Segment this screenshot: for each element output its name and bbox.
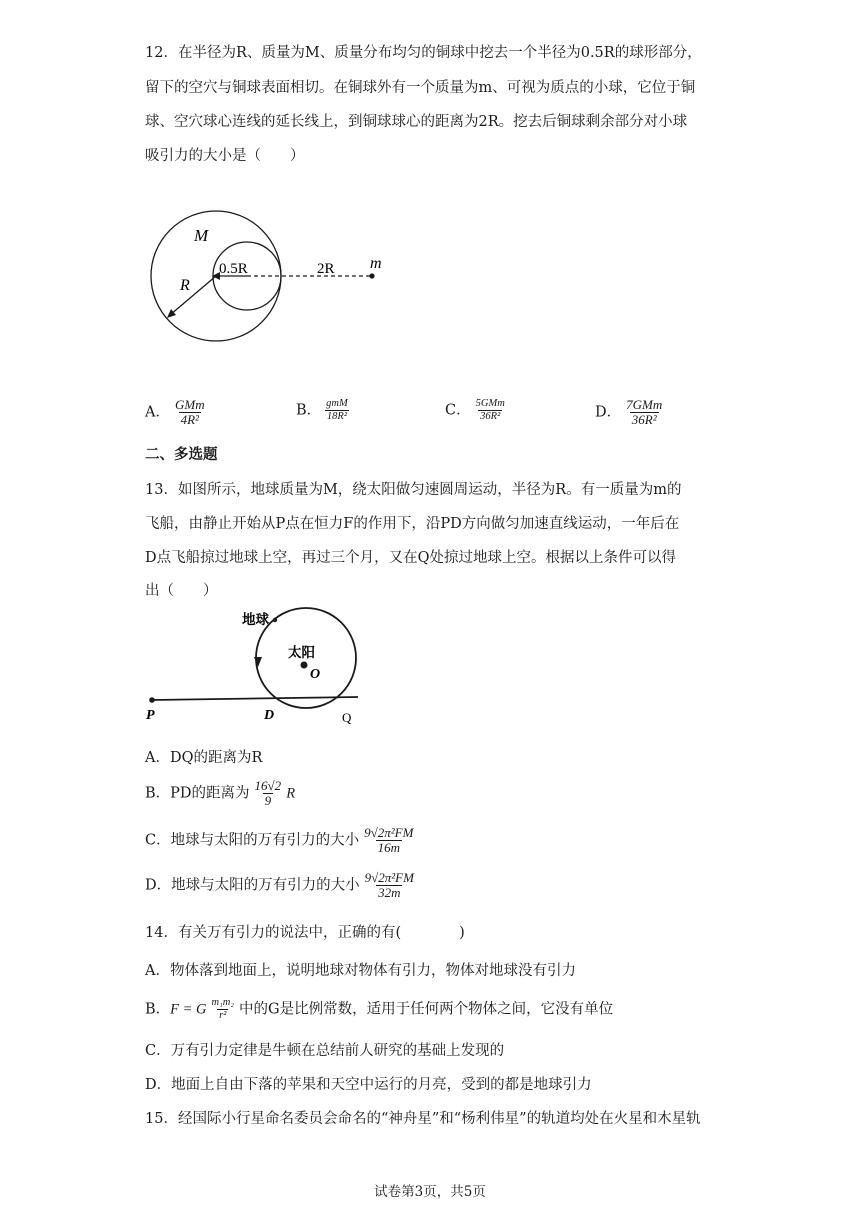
- q14-option-d[interactable]: D．地面上自由下落的苹果和天空中运行的月亮，受到的都是地球引力: [145, 1077, 592, 1093]
- sun-dot: [301, 662, 308, 669]
- q14-stem: 14．有关万有引力的说法中，正确的有( ): [145, 925, 465, 941]
- page-footer: 试卷第3页，共5页: [374, 1184, 486, 1200]
- trajectory-line: [152, 697, 358, 700]
- option-numerator: 7GMm: [626, 397, 663, 412]
- option-prefix: C．地球与太阳的万有引力的大小: [145, 832, 360, 849]
- q12-option-b[interactable]: [296, 398, 353, 423]
- section-title: 二、多选题: [145, 446, 218, 463]
- q13-option-d[interactable]: [145, 871, 419, 900]
- q14-option-c[interactable]: C．万有引力定律是牛顿在总结前人研究的基础上发现的: [145, 1043, 505, 1059]
- option-denominator: 32m: [378, 885, 401, 900]
- option-letter: C．: [445, 402, 471, 419]
- option-prefix: B．: [145, 1001, 171, 1018]
- option-numerator: gmM: [326, 398, 348, 409]
- option-denominator: r²: [219, 1010, 227, 1021]
- option-prefix: D．地球与太阳的万有引力的大小: [145, 877, 360, 894]
- point-mass-dot: [369, 273, 374, 278]
- q14-option-b[interactable]: [145, 997, 613, 1022]
- option-denominator: 9: [264, 793, 272, 808]
- option-denominator: 4R²: [180, 412, 199, 427]
- option-letter: A．: [145, 404, 170, 421]
- q12-option-a[interactable]: [145, 398, 210, 427]
- q14-option-a[interactable]: A．物体落到地面上，说明地球对物体有引力，物体对地球没有引力: [145, 963, 576, 979]
- label-P: P: [146, 708, 155, 723]
- label-m: m: [370, 255, 382, 272]
- option-numerator: GMm: [174, 397, 205, 412]
- option-numerator: 9√2π²FM: [364, 870, 414, 885]
- label-half-R: 0.5R: [219, 261, 248, 277]
- q13-option-c[interactable]: [145, 826, 418, 855]
- label-R: R: [180, 277, 190, 294]
- q12-line-4: 吸引力的大小是（ ）: [145, 148, 305, 164]
- orbit-direction-arrow: [254, 657, 262, 667]
- label-sun: 太阳: [288, 645, 315, 660]
- label-Q: Q: [342, 710, 352, 725]
- q13-line-4: 出（ ）: [145, 583, 218, 599]
- label-earth: 地球: [242, 612, 269, 627]
- radius-arrow: [170, 276, 216, 315]
- q12-line-3: 球、空穴球心连线的延长线上，到铜球球心的距离为2R。挖去后铜球剩余部分对小球: [145, 114, 688, 130]
- q13-option-a[interactable]: A．DQ的距离为R: [145, 750, 263, 766]
- option-denominator: 36R²: [480, 411, 501, 422]
- option-numerator: 9√2π²FM: [364, 825, 414, 840]
- label-D: D: [264, 708, 275, 723]
- q13-line-1: 13．如图所示，地球质量为M，绕太阳做匀速圆周运动，半径为R。有一质量为m的: [145, 482, 682, 498]
- q12-option-d[interactable]: [595, 398, 667, 427]
- label-O: O: [310, 667, 321, 682]
- option-denominator: 18R²: [326, 411, 347, 422]
- formula-lhs: F = G: [170, 1001, 207, 1018]
- option-letter: D．: [595, 404, 622, 421]
- q12-line-1: 12．在半径为R、质量为M、质量分布均匀的铜球中挖去一个半径为0.5R的球形部分，: [145, 45, 702, 61]
- point-p-dot: [149, 697, 155, 703]
- option-denominator: 36R²: [631, 412, 657, 427]
- label-2R: 2R: [317, 261, 335, 277]
- option-denominator: 16m: [377, 840, 400, 855]
- option-prefix: B．PD的距离为: [145, 785, 250, 802]
- option-numerator: 5GMm: [475, 398, 505, 409]
- q13-line-3: D点飞船掠过地球上空，再过三个月，又在Q处掠过地球上空。根据以上条件可以得: [145, 550, 677, 566]
- option-numerator: 16√2: [254, 778, 282, 793]
- option-letter: B．: [296, 402, 322, 419]
- option-suffix: 中的G是比例常数，适用于任何两个物体之间，它没有单位: [239, 1001, 614, 1018]
- q13-line-2: 飞船，由静止开始从P点在恒力F的作用下，沿PD方向做匀加速直线运动，一年后在: [145, 516, 680, 532]
- option-numerator: m₁m₂: [211, 997, 234, 1008]
- q15-stem: 15．经国际小行星命名委员会命名的“神舟星”和“杨利伟星”的轨道均处在火星和木星轨: [145, 1111, 701, 1127]
- option-suffix: R: [286, 785, 296, 802]
- earth-dot: [273, 618, 277, 622]
- label-M: M: [194, 226, 209, 245]
- q13-option-b[interactable]: [145, 779, 295, 808]
- q13-figure: [140, 605, 380, 730]
- q12-figure: [140, 200, 400, 360]
- q12-line-2: 留下的空穴与铜球表面相切。在铜球外有一个质量为m、可视为质点的小球，它位于铜: [145, 80, 696, 96]
- q12-option-c[interactable]: [445, 398, 510, 423]
